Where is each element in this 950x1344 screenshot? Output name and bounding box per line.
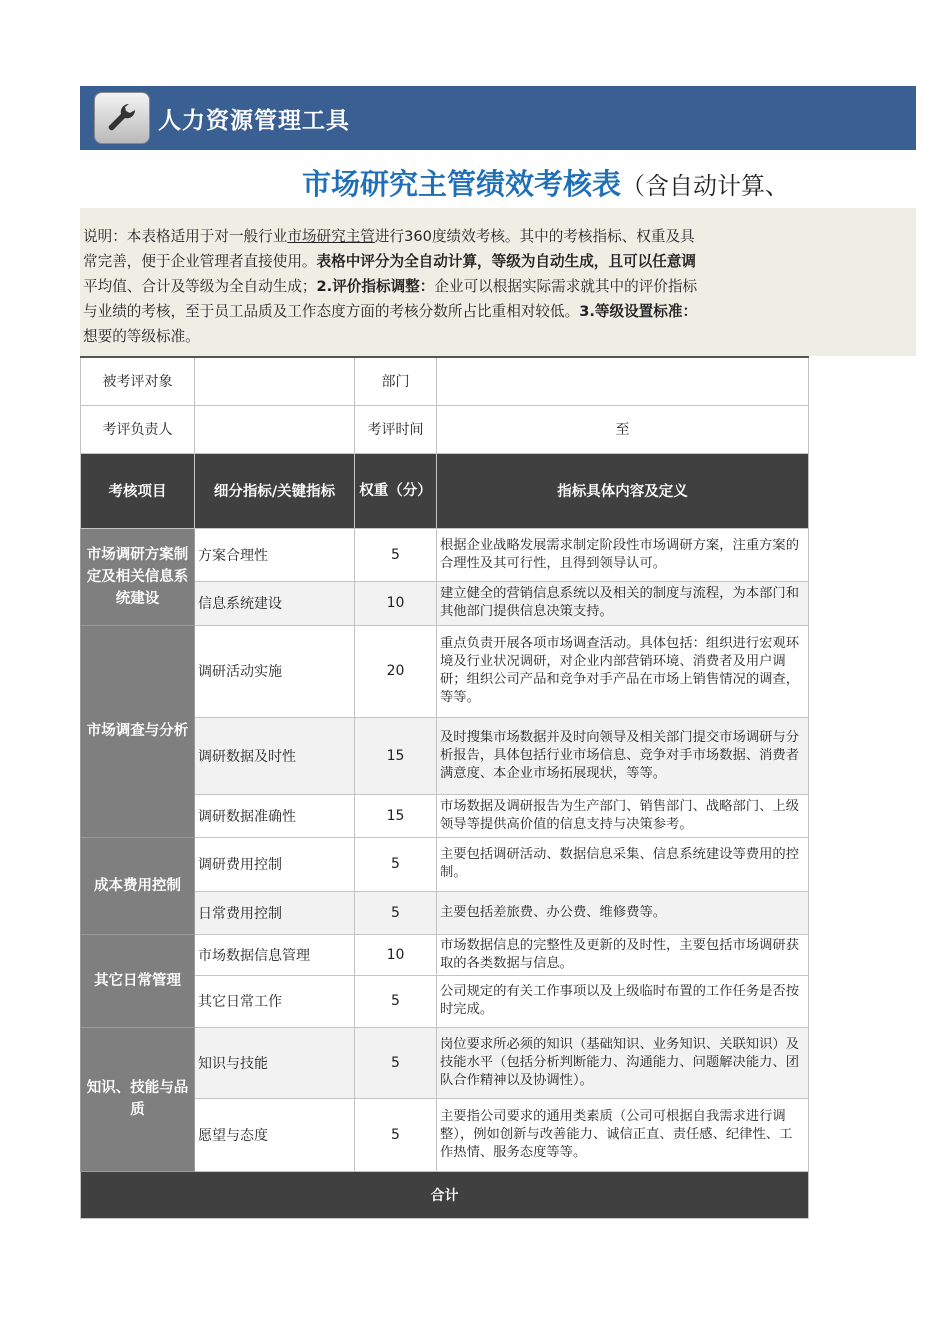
table-row (81, 625, 809, 717)
category-cell: 知识、技能与品质 (81, 1027, 195, 1171)
definition-cell: 岗位要求所必须的知识（基础知识、业务知识、关联知识）及技能水平（包括分析判断能力、沟通能力、问题解决能力、团队合作精神以及协调性）。 (437, 1027, 809, 1098)
weight-cell: 5 (355, 1027, 437, 1098)
indicator-cell: 日常费用控制 (195, 891, 355, 934)
weight-cell: 5 (355, 1098, 437, 1171)
title-main: 市场研究主管绩效考核表 (302, 167, 622, 201)
owner-input[interactable] (195, 405, 355, 453)
banner-title: 人力资源管理工具 (158, 107, 350, 134)
indicator-cell: 调研费用控制 (195, 837, 355, 891)
instructions-note (80, 208, 916, 356)
definition-cell: 建立健全的营销信息系统以及相关的制度与流程，为本部门和其他部门提供信息决策支持。 (437, 581, 809, 625)
weight-cell: 20 (355, 625, 437, 717)
indicator-cell: 信息系统建设 (195, 581, 355, 625)
evaluation-table (80, 356, 809, 1219)
indicator-cell: 其它日常工作 (195, 975, 355, 1027)
note-text: 进行360度绩效考核。其中的考核指标、权重及具 (374, 228, 695, 245)
note-text: 企业可以根据实际需求就其中的评价指标 (434, 278, 698, 295)
table-header (81, 453, 809, 528)
indicator-cell: 调研活动实施 (195, 625, 355, 717)
weight-cell: 5 (355, 975, 437, 1027)
definition-cell: 主要包括差旅费、办公费、维修费等。 (437, 891, 809, 934)
note-bold: 表格中评分为全自动计算，等级为自动生成，且可以任意调 (316, 253, 696, 270)
total-row (81, 1171, 809, 1218)
weight-cell: 5 (355, 891, 437, 934)
note-link: 市场研究主管 (287, 228, 375, 245)
definition-cell: 及时搜集市场数据并及时向领导及相关部门提交市场调研与分析报告，具体包括行业市场信息、竞争对手市场数据、消费者满意度、本企业市场拓展现状，等等。 (437, 717, 809, 794)
note-text: 想要的等级标准。 (83, 328, 200, 345)
info-row (81, 405, 809, 453)
weight-cell: 15 (355, 717, 437, 794)
weight-cell: 10 (355, 581, 437, 625)
definition-cell: 根据企业战略发展需求制定阶段性市场调研方案，注重方案的合理性及其可行性，且得到领导认可。 (437, 528, 809, 581)
total-label: 合计 (81, 1171, 809, 1218)
header-weight: 权重（分） (355, 453, 437, 528)
wrench-icon (94, 92, 150, 144)
indicator-cell: 调研数据准确性 (195, 794, 355, 837)
header-indicator: 细分指标/关键指标 (195, 453, 355, 528)
category-cell: 其它日常管理 (81, 934, 195, 1027)
definition-cell: 市场数据信息的完整性及更新的及时性，主要包括市场调研获取的各类数据与信息。 (437, 934, 809, 975)
table-row (81, 1027, 809, 1098)
table-row (81, 934, 809, 975)
indicator-cell: 市场数据信息管理 (195, 934, 355, 975)
indicator-cell: 方案合理性 (195, 528, 355, 581)
definition-cell: 市场数据及调研报告为生产部门、销售部门、战略部门、上级领导等提供高价值的信息支持与决策参考。 (437, 794, 809, 837)
category-cell: 市场调查与分析 (81, 625, 195, 837)
indicator-cell: 知识与技能 (195, 1027, 355, 1098)
dept-input[interactable] (437, 357, 809, 405)
weight-cell: 15 (355, 794, 437, 837)
category-cell: 成本费用控制 (81, 837, 195, 934)
info-row (81, 357, 809, 405)
target-label: 被考评对象 (81, 357, 195, 405)
document-title (80, 158, 916, 206)
note-text: 与业绩的考核，至于员工品质及工作态度方面的考核分数所占比重相对较低。 (83, 303, 580, 320)
dept-label: 部门 (355, 357, 437, 405)
time-input[interactable]: 至 (437, 405, 809, 453)
weight-cell: 5 (355, 837, 437, 891)
note-text: 常完善，便于企业管理者直接使用。 (83, 253, 317, 270)
title-sub: （含自动计算、 (621, 172, 790, 200)
time-label: 考评时间 (355, 405, 437, 453)
indicator-cell: 愿望与态度 (195, 1098, 355, 1171)
header-definition: 指标具体内容及定义 (437, 453, 809, 528)
header-banner (80, 86, 916, 150)
table-row (81, 837, 809, 891)
note-bold: 2.评价指标调整： (316, 278, 435, 295)
definition-cell: 公司规定的有关工作事项以及上级临时布置的工作任务是否按时完成。 (437, 975, 809, 1027)
target-input[interactable] (195, 357, 355, 405)
category-cell: 市场调研方案制定及相关信息系统建设 (81, 528, 195, 625)
note-text: 平均值、合计及等级为全自动生成； (83, 278, 317, 295)
owner-label: 考评负责人 (81, 405, 195, 453)
definition-cell: 重点负责开展各项市场调查活动。具体包括：组织进行宏观环境及行业状况调研，对企业内部营销环境、消费者及用户调研；组织公司产品和竞争对手产品在市场上销售情况的调查，等等。 (437, 625, 809, 717)
note-bold: 3.等级设置标准： (579, 303, 698, 320)
definition-cell: 主要指公司要求的通用类素质（公司可根据自我需求进行调整），例如创新与改善能力、诚信正直、责任感、纪律性、工作热情、服务态度等等。 (437, 1098, 809, 1171)
weight-cell: 5 (355, 528, 437, 581)
weight-cell: 10 (355, 934, 437, 975)
definition-cell: 主要包括调研活动、数据信息采集、信息系统建设等费用的控制。 (437, 837, 809, 891)
note-text: 说明：本表格适用于对一般行业 (83, 228, 288, 245)
table-row (81, 528, 809, 581)
indicator-cell: 调研数据及时性 (195, 717, 355, 794)
header-category: 考核项目 (81, 453, 195, 528)
